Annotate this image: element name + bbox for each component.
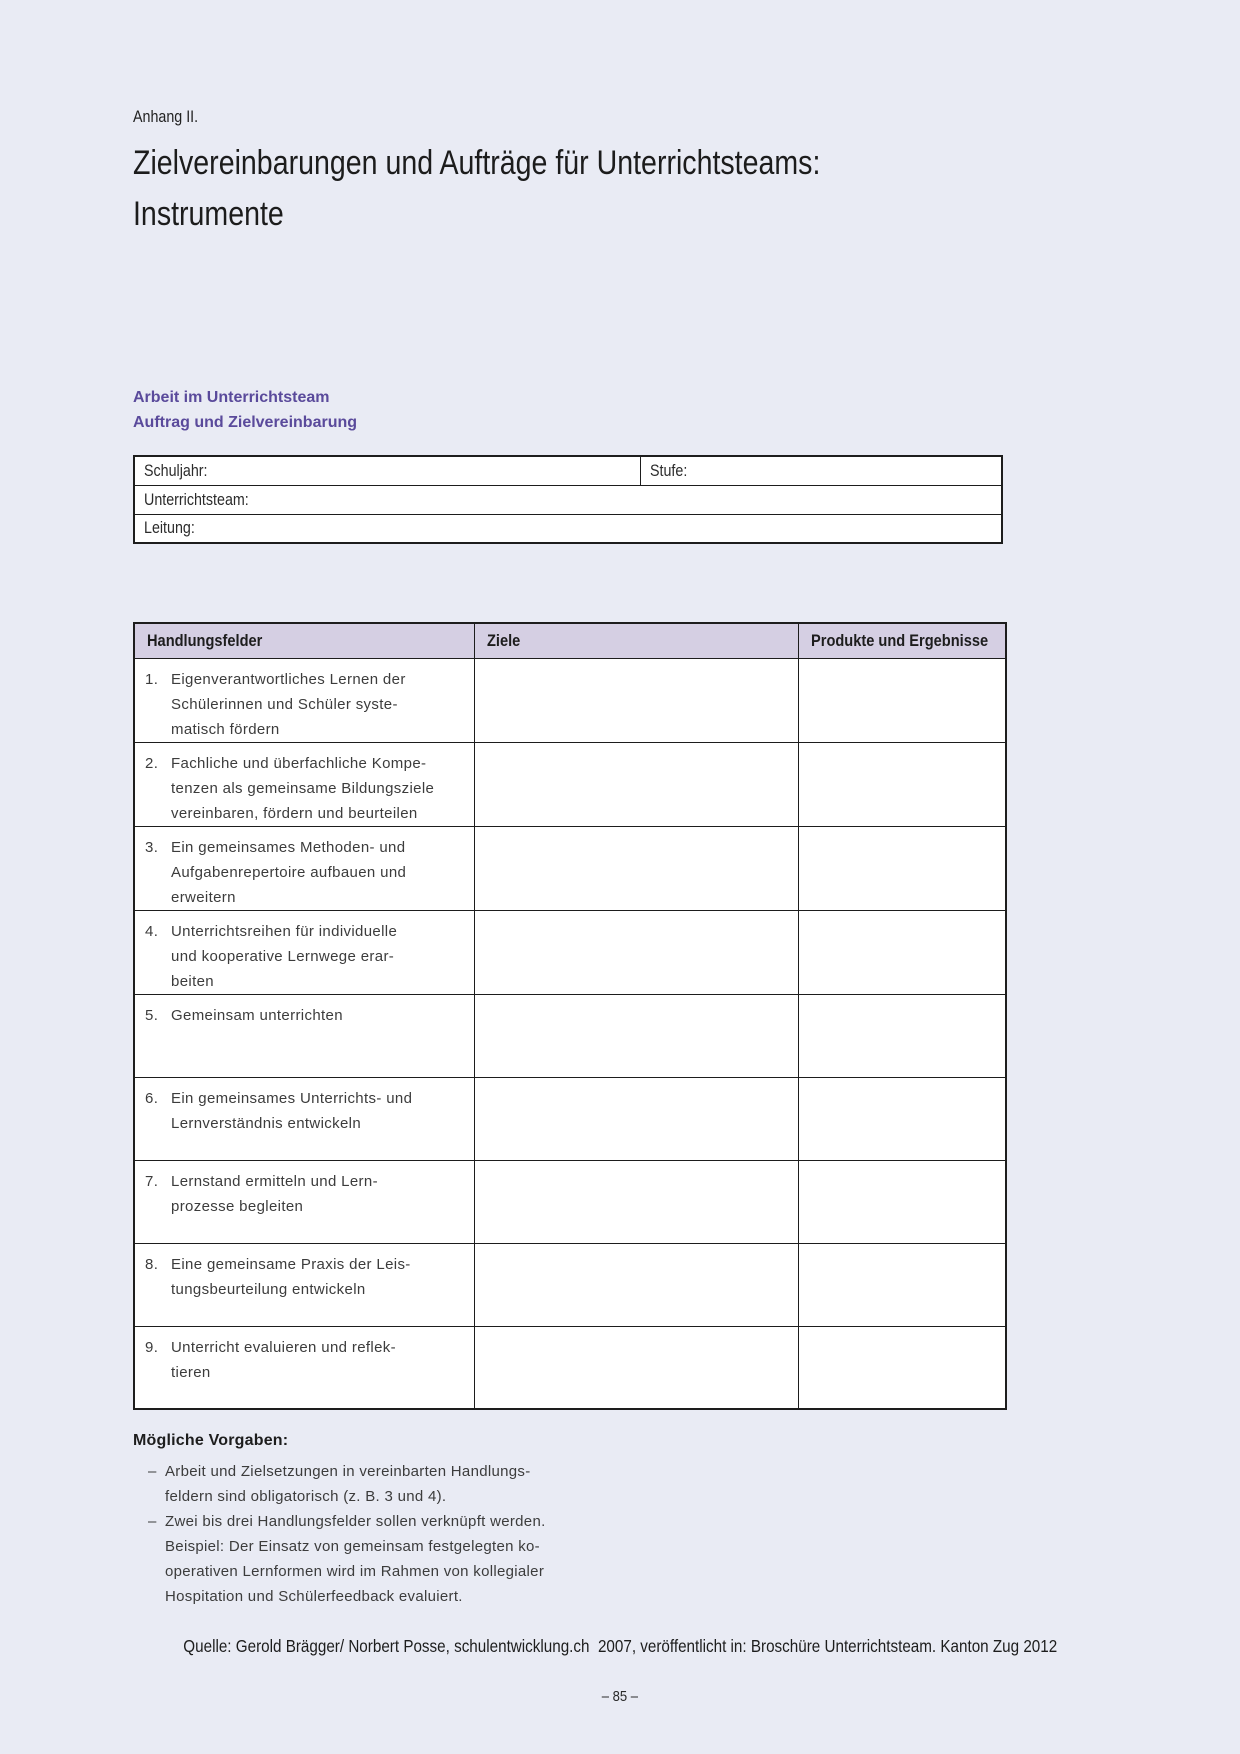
ziele-cell-empty: [474, 1077, 798, 1160]
row-number: 6.: [145, 1089, 159, 1107]
footer-source: [0, 1636, 1240, 1657]
handlungsfeld-cell: [134, 1243, 474, 1326]
row-text: Ein gemeinsames Unterrichts- und Lernverständnis entwickeln: [171, 1089, 413, 1132]
form-header-table: [133, 455, 1003, 544]
table-row: [134, 1243, 1006, 1326]
note-item: [133, 1459, 713, 1509]
handlungsfeld-cell: [134, 742, 474, 826]
header-handlungsfelder: [134, 623, 474, 658]
handlungsfelder-table: [133, 622, 1007, 1410]
ziele-cell-empty: [474, 1160, 798, 1243]
table-row: [134, 826, 1006, 910]
table-row: [134, 1160, 1006, 1243]
handlungsfeld-cell: [134, 1160, 474, 1243]
ziele-cell-empty: [474, 658, 798, 742]
section-kicker-text: Anhang II.: [133, 107, 199, 126]
table-header-row: [134, 623, 1006, 658]
table-row: [134, 910, 1006, 994]
row-text: Lernstand ermitteln und Lern- prozesse begleiten: [171, 1172, 378, 1215]
ziele-cell-empty: [474, 1326, 798, 1409]
notes-section: [133, 1428, 713, 1609]
handlungsfeld-cell: [134, 1326, 474, 1409]
note-text: Arbeit und Zielsetzungen in vereinbarten Handlungs- feldern sind obligatorisch (z. B. 3 und 4).: [165, 1463, 531, 1505]
note-dash: –: [148, 1463, 157, 1480]
leitung-label: Leitung:: [144, 518, 195, 538]
row-text: Unterrichtsreihen für individuelle und kooperative Lernwege erar- beiten: [171, 922, 398, 990]
ziele-cell-empty: [474, 826, 798, 910]
row-text: Eine gemeinsame Praxis der Leis- tungsbeurteilung entwickeln: [171, 1255, 411, 1298]
table-row: [134, 994, 1006, 1077]
note-item: [133, 1509, 713, 1609]
row-number: 7.: [145, 1172, 159, 1190]
row-number: 9.: [145, 1338, 159, 1356]
subtitle-line1: Arbeit im Unterrichtsteam: [133, 389, 330, 406]
subtitle-line2: Auftrag und Zielvereinbarung: [133, 414, 358, 431]
header-produkte-text: Produkte und Ergebnisse: [810, 630, 988, 650]
handlungsfeld-cell: [134, 826, 474, 910]
produkte-cell-empty: [798, 910, 1006, 994]
table-row: [134, 742, 1006, 826]
leitung-field: [134, 514, 1002, 543]
header-handlungsfelder-text: Handlungsfelder: [147, 630, 263, 650]
handlungsfeld-cell: [134, 994, 474, 1077]
row-text: Eigenverantwortliches Lernen der Schülerinnen und Schüler syste- matisch fördern: [171, 670, 406, 738]
notes-list: [133, 1459, 713, 1609]
page-number: [0, 1688, 1240, 1705]
row-text: Fachliche und überfachliche Kompe- tenzen als gemeinsame Bildungsziele vereinbaren, fördern und beurteilen: [171, 754, 435, 822]
produkte-cell-empty: [798, 1077, 1006, 1160]
produkte-cell-empty: [798, 1326, 1006, 1409]
produkte-cell-empty: [798, 1243, 1006, 1326]
form-row-schuljahr-stufe: [134, 456, 1002, 485]
handlungsfeld-cell: [134, 658, 474, 742]
schuljahr-label: Schuljahr:: [144, 460, 208, 480]
handlungsfeld-cell: [134, 1077, 474, 1160]
row-number: 2.: [145, 754, 159, 772]
section-kicker: [133, 107, 211, 127]
table-row: [134, 1326, 1006, 1409]
ziele-cell-empty: [474, 1243, 798, 1326]
row-number: 3.: [145, 838, 159, 856]
handlungsfelder-body: [134, 658, 1006, 1409]
row-text: Unterricht evaluieren und reflek- tieren: [171, 1338, 396, 1381]
handlungsfeld-cell: [134, 910, 474, 994]
footer-source-text: Quelle: Gerold Brägger/ Norbert Posse, schulentwicklung.ch 2007, veröffentlicht in: Broschüre Unterrichtsteam. Kanton Zug 2012: [183, 1636, 1057, 1656]
page-title: [133, 138, 951, 240]
form-row-leitung: [134, 514, 1002, 543]
unterrichtsteam-field: [134, 485, 1002, 514]
ziele-cell-empty: [474, 994, 798, 1077]
produkte-cell-empty: [798, 1160, 1006, 1243]
ziele-cell-empty: [474, 910, 798, 994]
note-dash: –: [148, 1513, 157, 1530]
document-subtitle: [133, 385, 357, 435]
row-number: 8.: [145, 1255, 159, 1273]
ziele-cell-empty: [474, 742, 798, 826]
note-text: Zwei bis drei Handlungsfelder sollen verknüpft werden. Beispiel: Der Einsatz von gemeinsam festgelegten ko- operativen Lernformen wird im Rahmen von kollegialer Hospitation und Schülerfeedback evaluiert.: [165, 1513, 546, 1605]
page-title-line2: Instrumente: [133, 195, 284, 233]
row-text: Gemeinsam unterrichten: [171, 1006, 343, 1024]
produkte-cell-empty: [798, 658, 1006, 742]
table-row: [134, 658, 1006, 742]
row-number: 4.: [145, 922, 159, 940]
produkte-cell-empty: [798, 994, 1006, 1077]
produkte-cell-empty: [798, 742, 1006, 826]
row-text: Ein gemeinsames Methoden- und Aufgabenrepertoire aufbauen und erweitern: [171, 838, 407, 906]
row-number: 5.: [145, 1006, 159, 1024]
table-row: [134, 1077, 1006, 1160]
header-produkte: [798, 623, 1006, 658]
form-row-unterrichtsteam: [134, 485, 1002, 514]
notes-heading: Mögliche Vorgaben:: [133, 1432, 289, 1449]
page-title-line1: Zielvereinbarungen und Aufträge für Unterrichtsteams:: [133, 144, 821, 182]
header-ziele: [474, 623, 798, 658]
schuljahr-field: [134, 456, 640, 485]
unterrichtsteam-label: Unterrichtsteam:: [144, 489, 249, 509]
page-number-text: – 85 –: [601, 1688, 639, 1705]
header-ziele-text: Ziele: [486, 630, 520, 650]
produkte-cell-empty: [798, 826, 1006, 910]
stufe-field: [640, 456, 1002, 485]
stufe-label: Stufe:: [649, 460, 687, 480]
row-number: 1.: [145, 670, 159, 688]
